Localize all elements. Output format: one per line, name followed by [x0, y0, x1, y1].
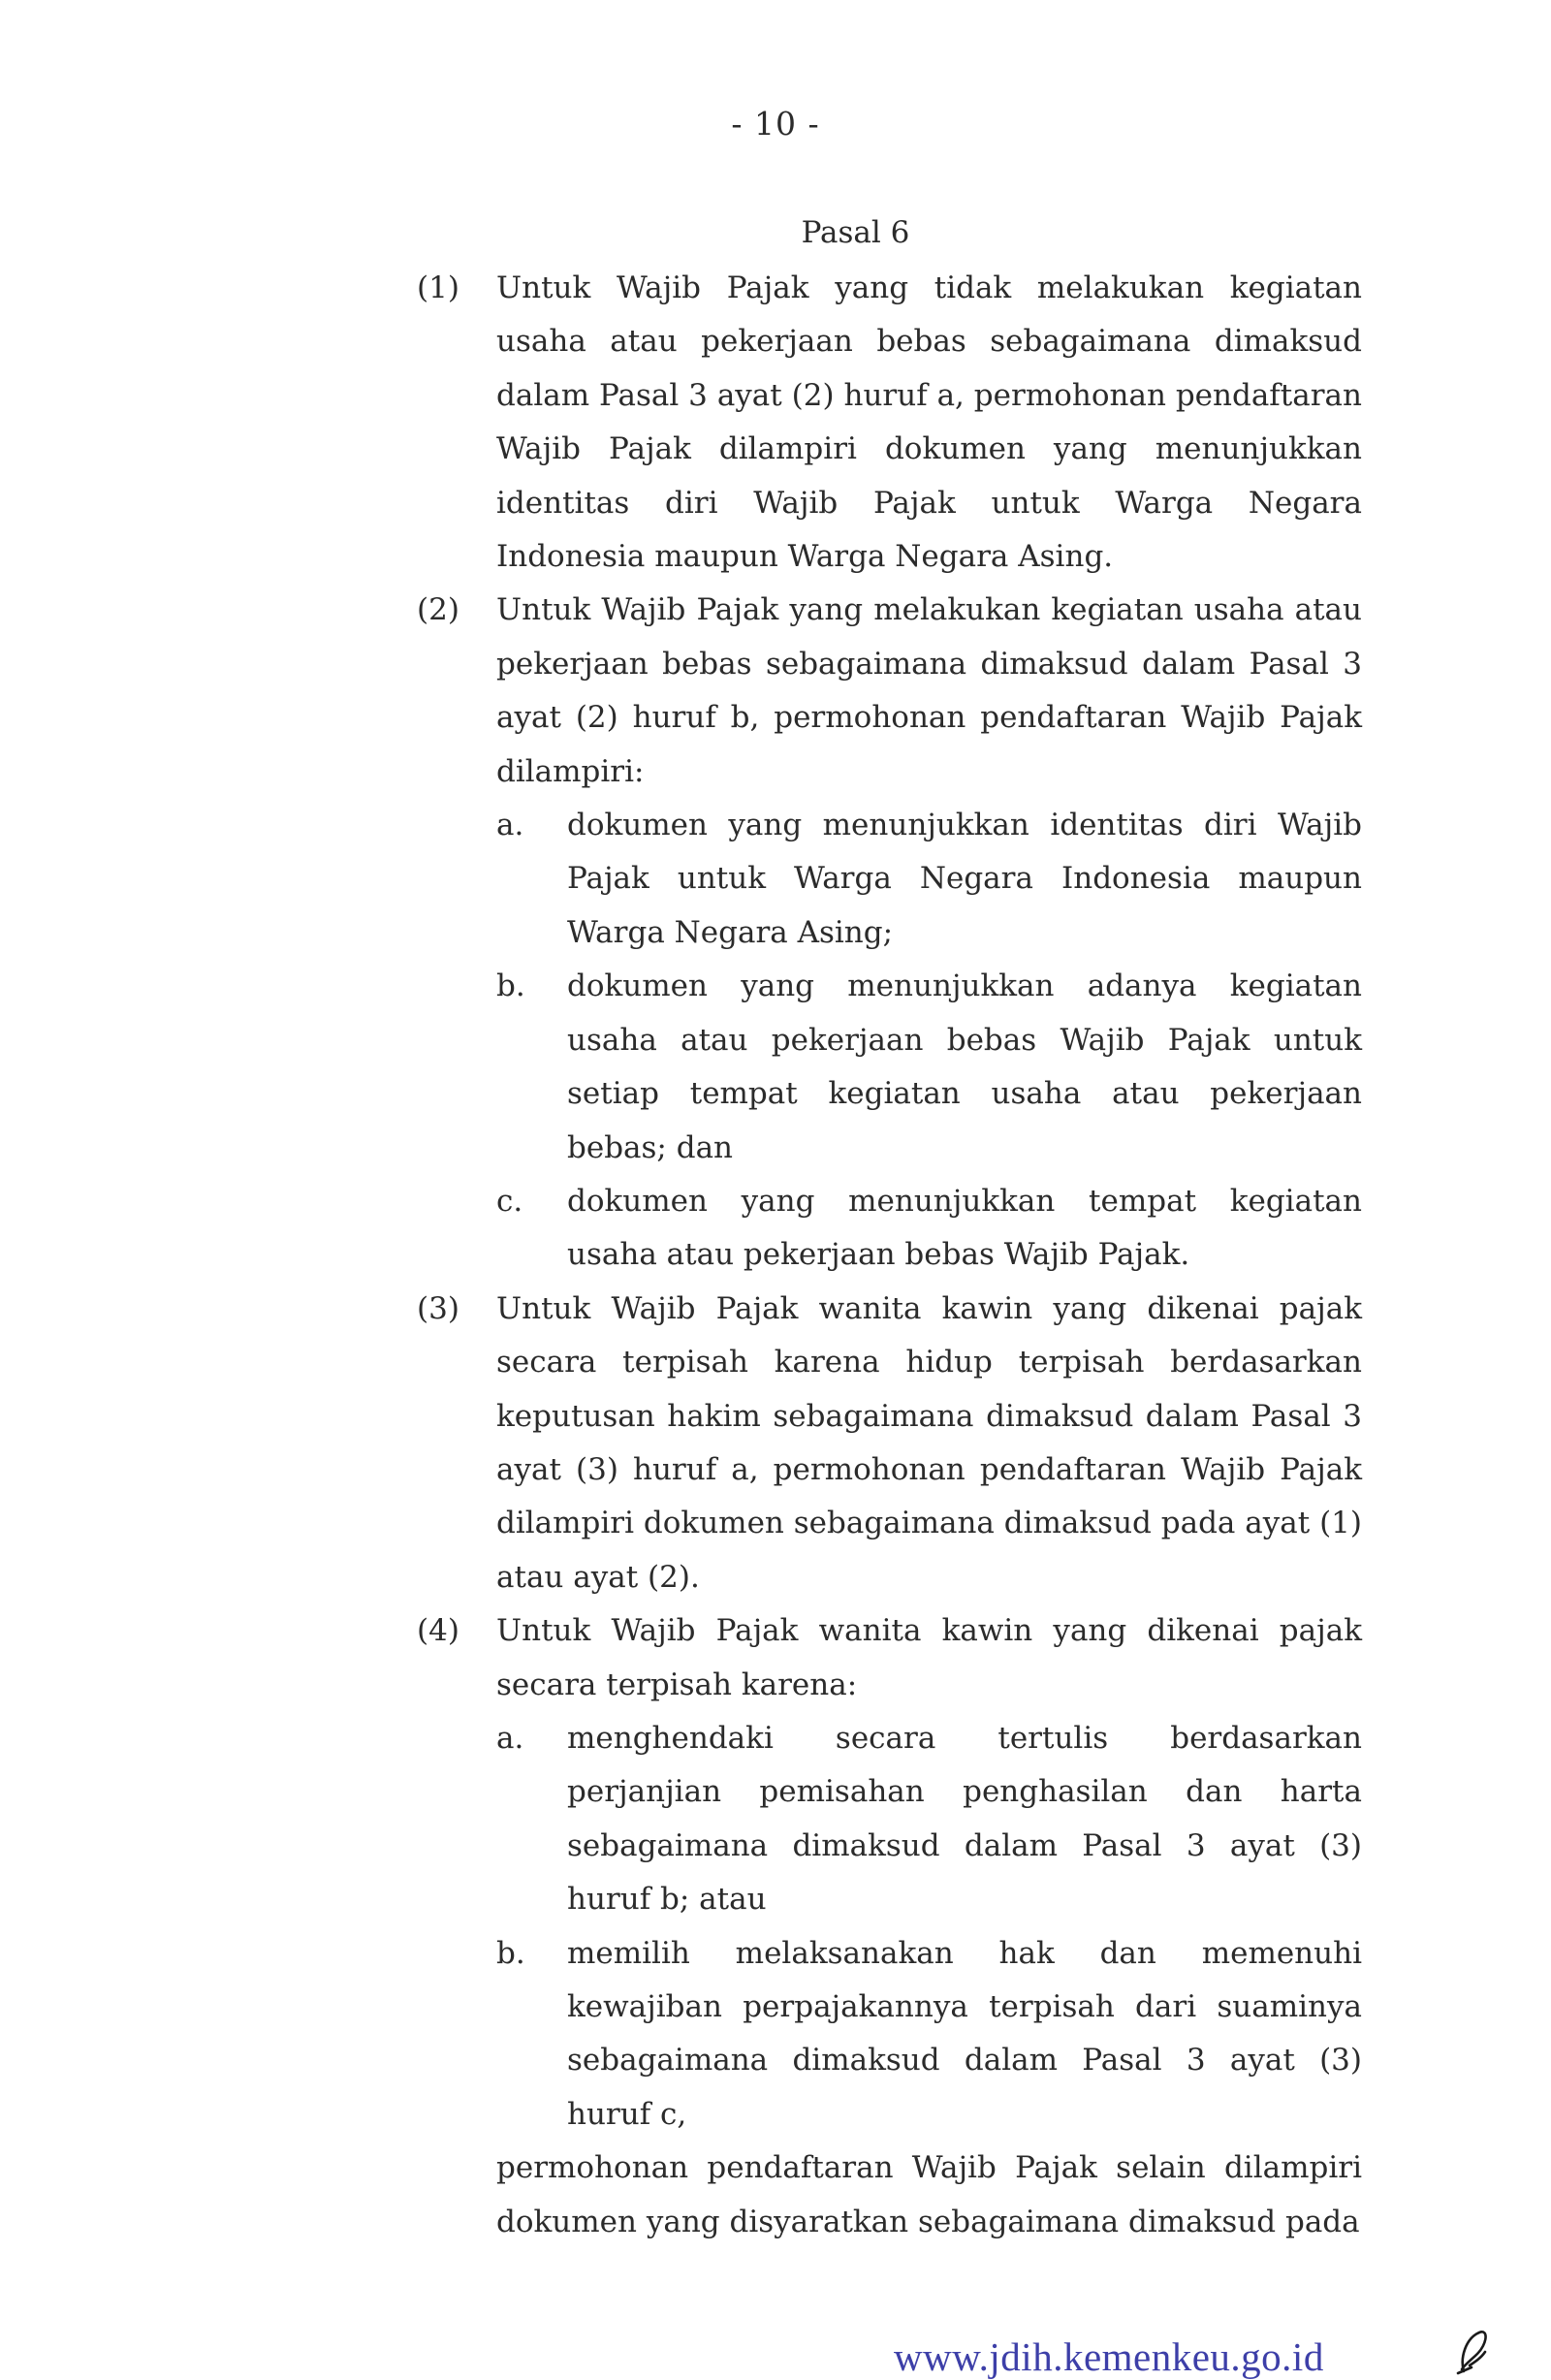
list-item [496, 1175, 1362, 1283]
page-number: - 10 - [731, 105, 820, 143]
paragraph-number: (3) [417, 1290, 459, 1326]
paragraph-number: (2) [417, 592, 459, 628]
item-letter: b. [496, 1935, 525, 1971]
list-item [496, 960, 1362, 1175]
item-letter: b. [496, 968, 525, 1004]
item-letter: c. [496, 1183, 523, 1219]
handwritten-initial-icon [1450, 2329, 1493, 2375]
item-text: menghendaki secara tertulis berdasarkan perjanjian pemisahan penghasilan dan harta sebagaimana dimaksud dalam Pasal 3 ayat (3) huruf b; atau [567, 1720, 1362, 1918]
item-text: dokumen yang menunjukkan tempat kegiatan usaha atau pekerjaan bebas Wajib Pajak. [567, 1183, 1362, 1273]
paragraph-4 [417, 1604, 1362, 2249]
item-list [496, 799, 1362, 1283]
item-text: memilih melaksanakan hak dan memenuhi kewajiban perpajakannya terpisah dari suaminya sebagaimana dimaksud dalam Pasal 3 ayat (3) huruf c, [567, 1935, 1362, 2132]
paragraph-text: Untuk Wajib Pajak yang melakukan kegiatan usaha atau pekerjaan bebas sebagaimana dimaksud dalam Pasal 3 ayat (2) huruf b, permohonan pendaftaran Wajib Pajak dilampiri: [496, 592, 1362, 789]
paragraph-2 [417, 584, 1362, 1282]
list-item [496, 799, 1362, 960]
paragraph-closing-text: permohonan pendaftaran Wajib Pajak selain dilampiri dokumen yang disyaratkan sebagaimana dimaksud pada [496, 2150, 1362, 2239]
paragraph-text: Untuk Wajib Pajak wanita kawin yang dikenai pajak secara terpisah karena hidup terpisah berdasarkan keputusan hakim sebagaimana dimaksud dalam Pasal 3 ayat (3) huruf a, permohonan pendaftaran Wajib Pajak dilampiri dokumen sebagaimana dimaksud pada ayat (1) atau ayat (2). [496, 1290, 1362, 1595]
footer-website-link[interactable]: www.jdih.kemenkeu.go.id [894, 2334, 1324, 2379]
article-title: Pasal 6 [801, 215, 910, 250]
paragraph-number: (1) [417, 270, 459, 305]
paragraph-3 [417, 1283, 1362, 1604]
paragraph-text: Untuk Wajib Pajak wanita kawin yang dikenai pajak secara terpisah karena: [496, 1613, 1362, 1702]
paragraph-number: (4) [417, 1613, 459, 1649]
paragraph-text: Untuk Wajib Pajak yang tidak melakukan kegiatan usaha atau pekerjaan bebas sebagaimana dimaksud dalam Pasal 3 ayat (2) huruf a, permohonan pendaftaran Wajib Pajak dilampiri dokumen yang menunjukkan identitas diri Wajib Pajak untuk Warga Negara Indonesia maupun Warga Negara Asing. [496, 270, 1362, 575]
item-letter: a. [496, 808, 524, 843]
item-letter: a. [496, 1720, 524, 1756]
list-item [496, 1712, 1362, 1927]
item-text: dokumen yang menunjukkan adanya kegiatan usaha atau pekerjaan bebas Wajib Pajak untuk setiap tempat kegiatan usaha atau pekerjaan bebas; dan [567, 968, 1362, 1165]
paragraph-1 [417, 262, 1362, 584]
item-text: dokumen yang menunjukkan identitas diri Wajib Pajak untuk Warga Negara Indonesia maupun Warga Negara Asing; [567, 808, 1362, 950]
list-item [496, 1927, 1362, 2142]
article-body [417, 262, 1362, 2249]
item-list [496, 1712, 1362, 2142]
